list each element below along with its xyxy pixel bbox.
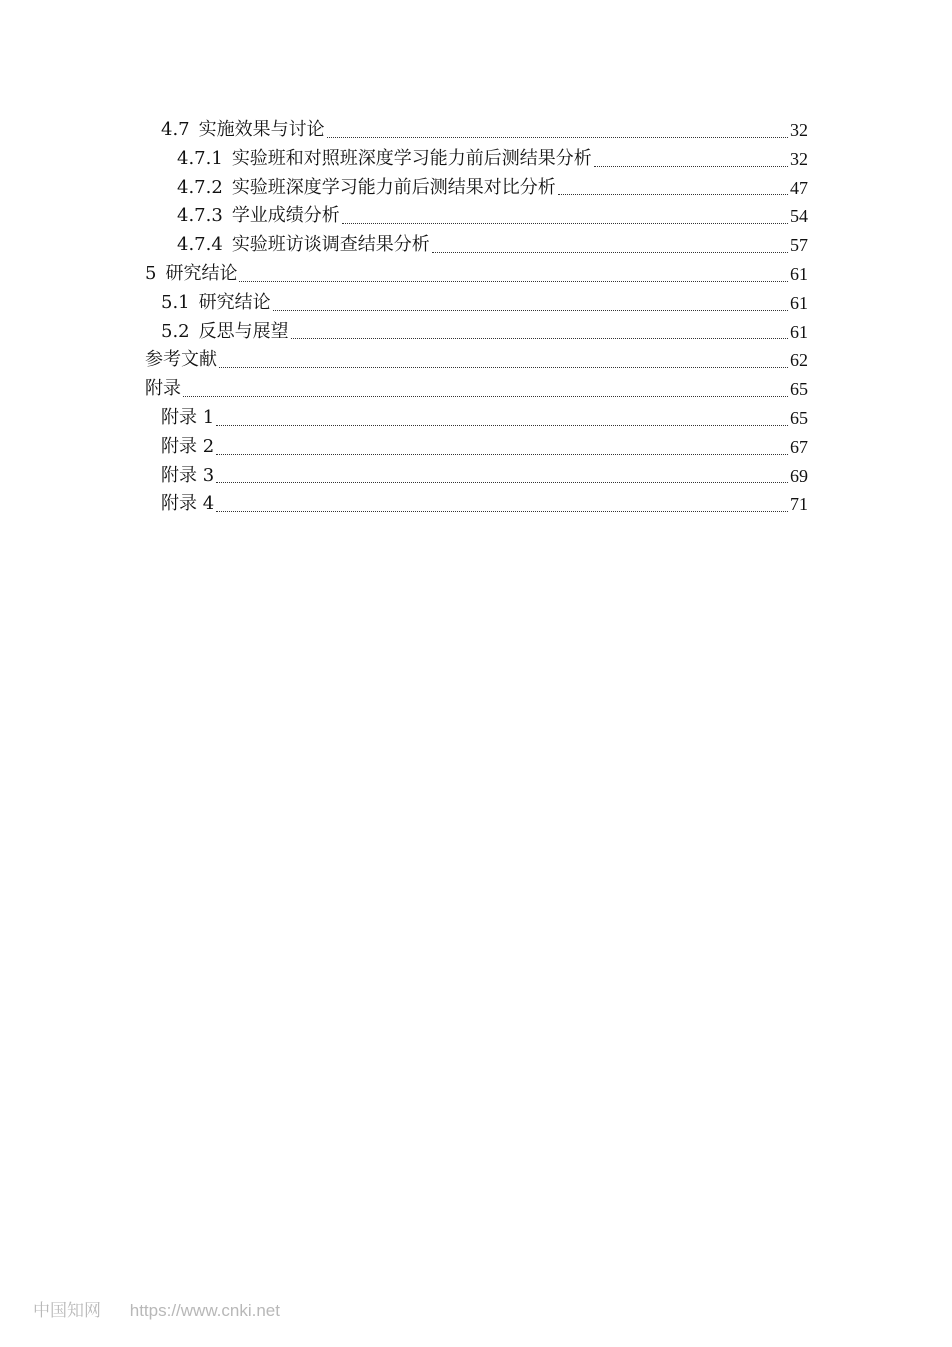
dot-leader bbox=[216, 425, 788, 426]
toc-entry-title: 研究结论 bbox=[198, 291, 271, 313]
toc-entry-number: 4.7.2 bbox=[177, 176, 223, 198]
toc-entry-title: 附录 3 bbox=[161, 464, 215, 486]
toc-entry-page: 71 bbox=[790, 494, 808, 515]
watermark-url: https://www.cnki.net bbox=[129, 1301, 280, 1320]
toc-entry-page: 61 bbox=[790, 321, 808, 342]
toc-entry-4-7-2[interactable] bbox=[145, 174, 808, 203]
toc-entry-page: 54 bbox=[790, 206, 808, 227]
dot-leader bbox=[327, 137, 788, 138]
toc-entry-appendix-4[interactable] bbox=[145, 490, 808, 519]
toc-entry-appendix-1[interactable] bbox=[145, 404, 808, 433]
toc-entry-page: 61 bbox=[790, 263, 808, 284]
toc-entry-page: 62 bbox=[790, 350, 808, 371]
cnki-watermark bbox=[33, 1296, 280, 1321]
toc-entry-4-7-1[interactable] bbox=[145, 145, 808, 174]
toc-entry-title: 实验班访谈调查结果分析 bbox=[231, 234, 430, 256]
toc-entry-references[interactable] bbox=[145, 346, 808, 375]
toc-entry-number: 4.7.3 bbox=[177, 205, 223, 227]
toc-entry-number: 5.2 bbox=[161, 320, 190, 342]
toc-entry-title: 附录 2 bbox=[161, 435, 215, 457]
toc-entry-title: 实验班和对照班深度学习能力前后测结果分析 bbox=[231, 147, 592, 169]
toc-entry-page: 67 bbox=[790, 436, 808, 457]
toc-entry-title: 参考文献 bbox=[145, 349, 217, 371]
toc-entry-5-1[interactable] bbox=[145, 289, 808, 318]
toc-entry-page: 47 bbox=[790, 177, 808, 198]
toc-entry-page: 32 bbox=[790, 120, 808, 140]
toc-entry-5[interactable] bbox=[145, 260, 808, 289]
toc-entry-number: 5.1 bbox=[161, 291, 190, 313]
toc-entry-page: 65 bbox=[790, 407, 808, 428]
toc-entry-4-7[interactable] bbox=[145, 116, 808, 145]
toc-entry-4-7-4[interactable] bbox=[145, 231, 808, 260]
toc-entry-title: 实施效果与讨论 bbox=[198, 119, 325, 140]
toc-entry-title: 附录 1 bbox=[161, 406, 215, 428]
toc-entry-number: 4.7.1 bbox=[177, 147, 223, 169]
toc-entry-page: 69 bbox=[790, 465, 808, 486]
toc-entry-page: 65 bbox=[790, 379, 808, 400]
toc-entry-page: 57 bbox=[790, 235, 808, 256]
dot-leader bbox=[219, 367, 788, 368]
toc-entry-appendix-2[interactable] bbox=[145, 433, 808, 462]
toc-entry-5-2[interactable] bbox=[145, 318, 808, 347]
toc-entry-title: 反思与展望 bbox=[198, 320, 289, 342]
dot-leader bbox=[183, 396, 788, 397]
toc-entry-number: 5 bbox=[145, 262, 157, 284]
toc-entry-appendix-3[interactable] bbox=[145, 462, 808, 491]
toc-entry-number: 4.7 bbox=[161, 119, 190, 140]
toc-entry-number: 4.7.4 bbox=[177, 234, 223, 256]
dot-leader bbox=[239, 281, 788, 282]
dot-leader bbox=[216, 454, 788, 455]
dot-leader bbox=[273, 310, 788, 311]
table-of-contents bbox=[145, 116, 808, 519]
dot-leader bbox=[342, 223, 788, 224]
toc-entry-title: 附录 bbox=[145, 378, 181, 400]
dot-leader bbox=[291, 338, 788, 339]
toc-entry-title: 研究结论 bbox=[165, 262, 238, 284]
dot-leader bbox=[432, 252, 788, 253]
watermark-name: 中国知网 bbox=[33, 1301, 101, 1320]
dot-leader bbox=[558, 194, 788, 195]
toc-entry-title: 附录 4 bbox=[161, 493, 215, 515]
toc-entry-title: 学业成绩分析 bbox=[231, 205, 340, 227]
toc-entry-appendix[interactable] bbox=[145, 375, 808, 404]
dot-leader bbox=[594, 166, 788, 167]
toc-entry-title: 实验班深度学习能力前后测结果对比分析 bbox=[231, 176, 556, 198]
toc-entry-4-7-3[interactable] bbox=[145, 202, 808, 231]
toc-entry-page: 61 bbox=[790, 292, 808, 313]
dot-leader bbox=[216, 511, 788, 512]
dot-leader bbox=[216, 482, 788, 483]
toc-entry-page: 32 bbox=[790, 148, 808, 169]
